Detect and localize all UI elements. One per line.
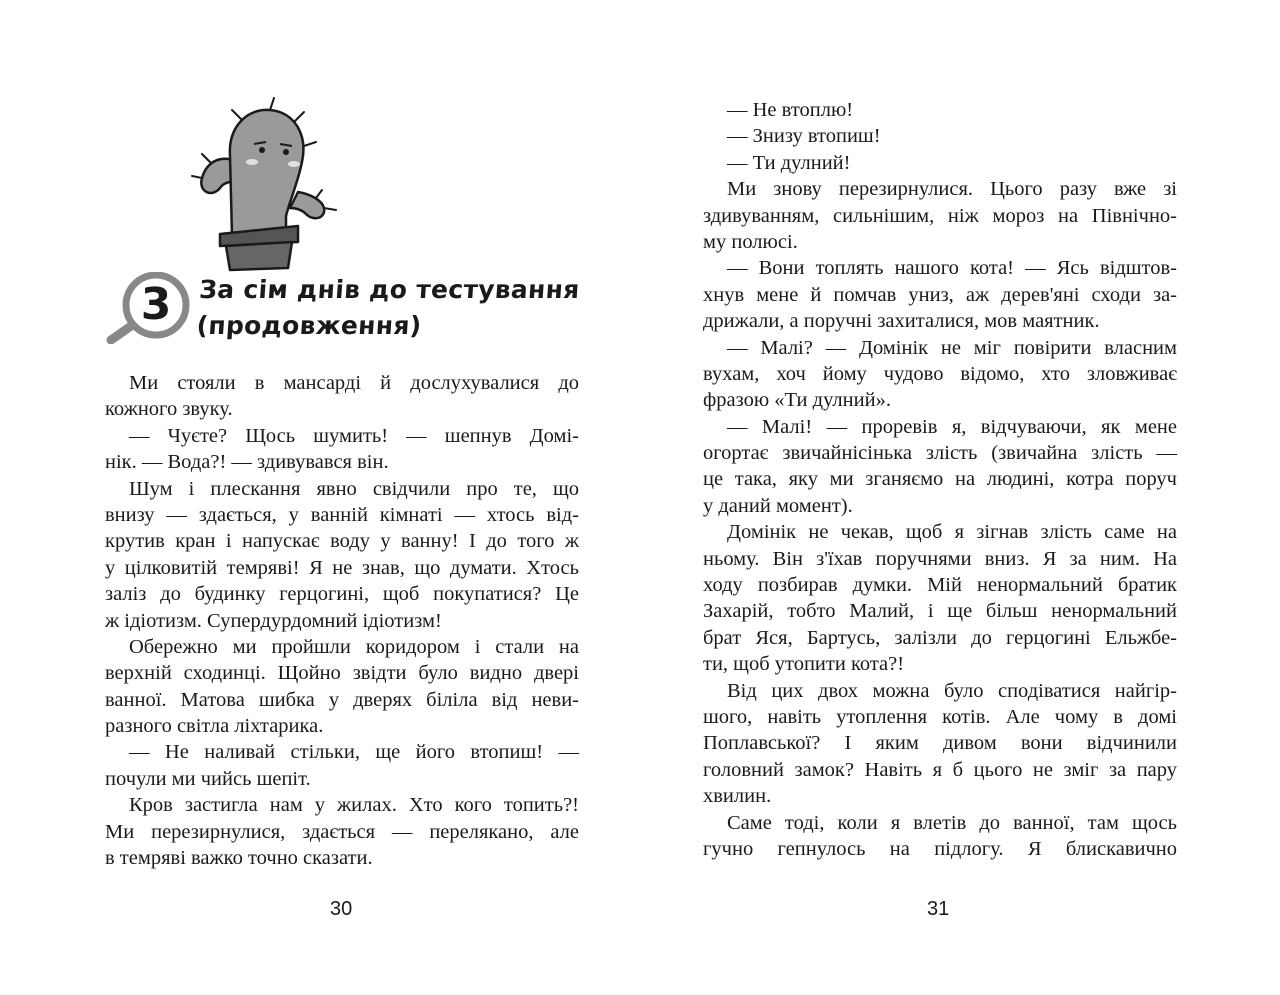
text-line: заліз до будинку герцогині, щоб покупатися? Це bbox=[105, 583, 579, 606]
text-line: крутив кран і напускає воду у ванну! І до того ж bbox=[105, 530, 579, 553]
text-line: це така, яку ми зганяємо на людині, котра поруч bbox=[703, 468, 1177, 491]
text-line: Ми знову перезирнулися. Цього разу вже зі bbox=[727, 178, 1177, 201]
text-line: Ми стояли в мансарді й дослухувалися до bbox=[129, 372, 579, 394]
right-page-text bbox=[703, 97, 1177, 862]
page-number: 30 bbox=[330, 898, 353, 920]
cactus-icon bbox=[190, 96, 340, 272]
text-line: Саме тоді, коли я влетів до ванної, там щось bbox=[727, 811, 1177, 834]
text-line: гучно гепнулось на підлогу. Я блискавично bbox=[703, 837, 1177, 860]
text-line: — Не наливай стільки, ще його втопиш! — bbox=[129, 741, 579, 764]
text-line: ньому. Він з'їхав поручнями вниз. Я за ним. На bbox=[703, 547, 1177, 570]
text-line: кожного звуку. bbox=[105, 398, 233, 421]
text-line: Від цих двох можна було сподіватися найгір- bbox=[727, 679, 1177, 702]
text-line: Поплавської? І яким дивом вони відчинили bbox=[703, 732, 1177, 755]
text-line: ванної. Матова шибка у дверях біліла від неви- bbox=[105, 688, 579, 711]
text-line: — Не втоплю! bbox=[727, 99, 854, 121]
text-line: брат Яся, Бартусь, залізли до герцогині Ельжбе- bbox=[703, 626, 1177, 649]
text-line: — Чуєте? Щось шумить! — шепнув Домі- bbox=[129, 424, 579, 447]
text-line: — Ти дулний! bbox=[727, 151, 851, 174]
text-line: огортає звичайнісінька злість (звичайна злість — bbox=[703, 442, 1177, 465]
text-line: у даний момент). bbox=[703, 494, 853, 517]
text-line: ж ідіотизм. Супердурдомний ідіотизм! bbox=[105, 609, 442, 632]
text-line: внизу — здається, у ванній кімнаті — хтось від- bbox=[105, 503, 579, 526]
text-line: Ми перезирнулися, здається — перелякано, але bbox=[105, 820, 579, 843]
text-line: нік. — Вода?! — здивувався він. bbox=[105, 451, 389, 474]
text-line: здивуванням, сильнішим, ніж мороз на Північно- bbox=[703, 204, 1177, 227]
text-line: верхній сходинці. Щойно звідти було видно двері bbox=[105, 662, 579, 685]
text-line: почули ми чийсь шепіт. bbox=[105, 767, 311, 790]
left-page-text bbox=[105, 370, 579, 871]
text-line: ти, щоб утопити кота?! bbox=[703, 653, 905, 676]
chapter-title-line: За сім днів до тестування bbox=[198, 275, 581, 304]
chapter-title bbox=[195, 272, 580, 344]
text-line: ходу позбирав думки. Мій ненормальний братик bbox=[703, 574, 1177, 597]
text-line: разного світла ліхтарика. bbox=[105, 715, 324, 738]
right-page bbox=[640, 0, 1280, 995]
text-line: хвилин. bbox=[703, 785, 772, 808]
text-line: — Малі! — проревів я, відчуваючи, як мене bbox=[727, 415, 1177, 438]
page-number: 31 bbox=[927, 898, 950, 920]
text-line: у цілковитій темряві! Я не знав, що думати. Хтось bbox=[105, 556, 579, 579]
text-line: му полюсі. bbox=[703, 230, 798, 253]
text-line: — Вони топлять нашого кота! — Ясь відштов- bbox=[727, 257, 1177, 280]
text-line: в темряві важко точно сказати. bbox=[105, 847, 373, 870]
text-line: Обережно ми пройшли коридором і стали на bbox=[129, 635, 579, 658]
text-line: Шум і плескання явно свідчили про те, що bbox=[129, 477, 579, 500]
text-line: — Знизу втопиш! bbox=[727, 125, 881, 148]
text-line: Захарій, тобто Малий, і ще більш ненормальний bbox=[703, 600, 1177, 623]
text-line: вухам, хоч йому чудово відомо, хто зловживає bbox=[703, 362, 1177, 385]
text-line: шого, навіть утоплення котів. Але чому в домі bbox=[703, 705, 1177, 728]
chapter-title-subtitle: (продовження) bbox=[195, 311, 423, 340]
text-line: Домінік не чекав, щоб я зігнав злість саме на bbox=[727, 521, 1177, 544]
text-line: фразою «Ти дулний». bbox=[703, 389, 891, 412]
text-line: хнув мене й помчав униз, аж дерев'яні сходи за- bbox=[703, 283, 1177, 306]
text-line: — Малі? — Домінік не міг повірити власним bbox=[727, 336, 1177, 359]
chapter-number: 3 bbox=[140, 279, 172, 330]
text-line: дрижали, а поручні захиталися, мов маятник. bbox=[703, 310, 1100, 333]
text-line: головний замок? Навіть я б цього не зміг за пару bbox=[703, 758, 1177, 781]
text-line: Кров застигла нам у жилах. Хто кого топить?! bbox=[129, 794, 579, 817]
